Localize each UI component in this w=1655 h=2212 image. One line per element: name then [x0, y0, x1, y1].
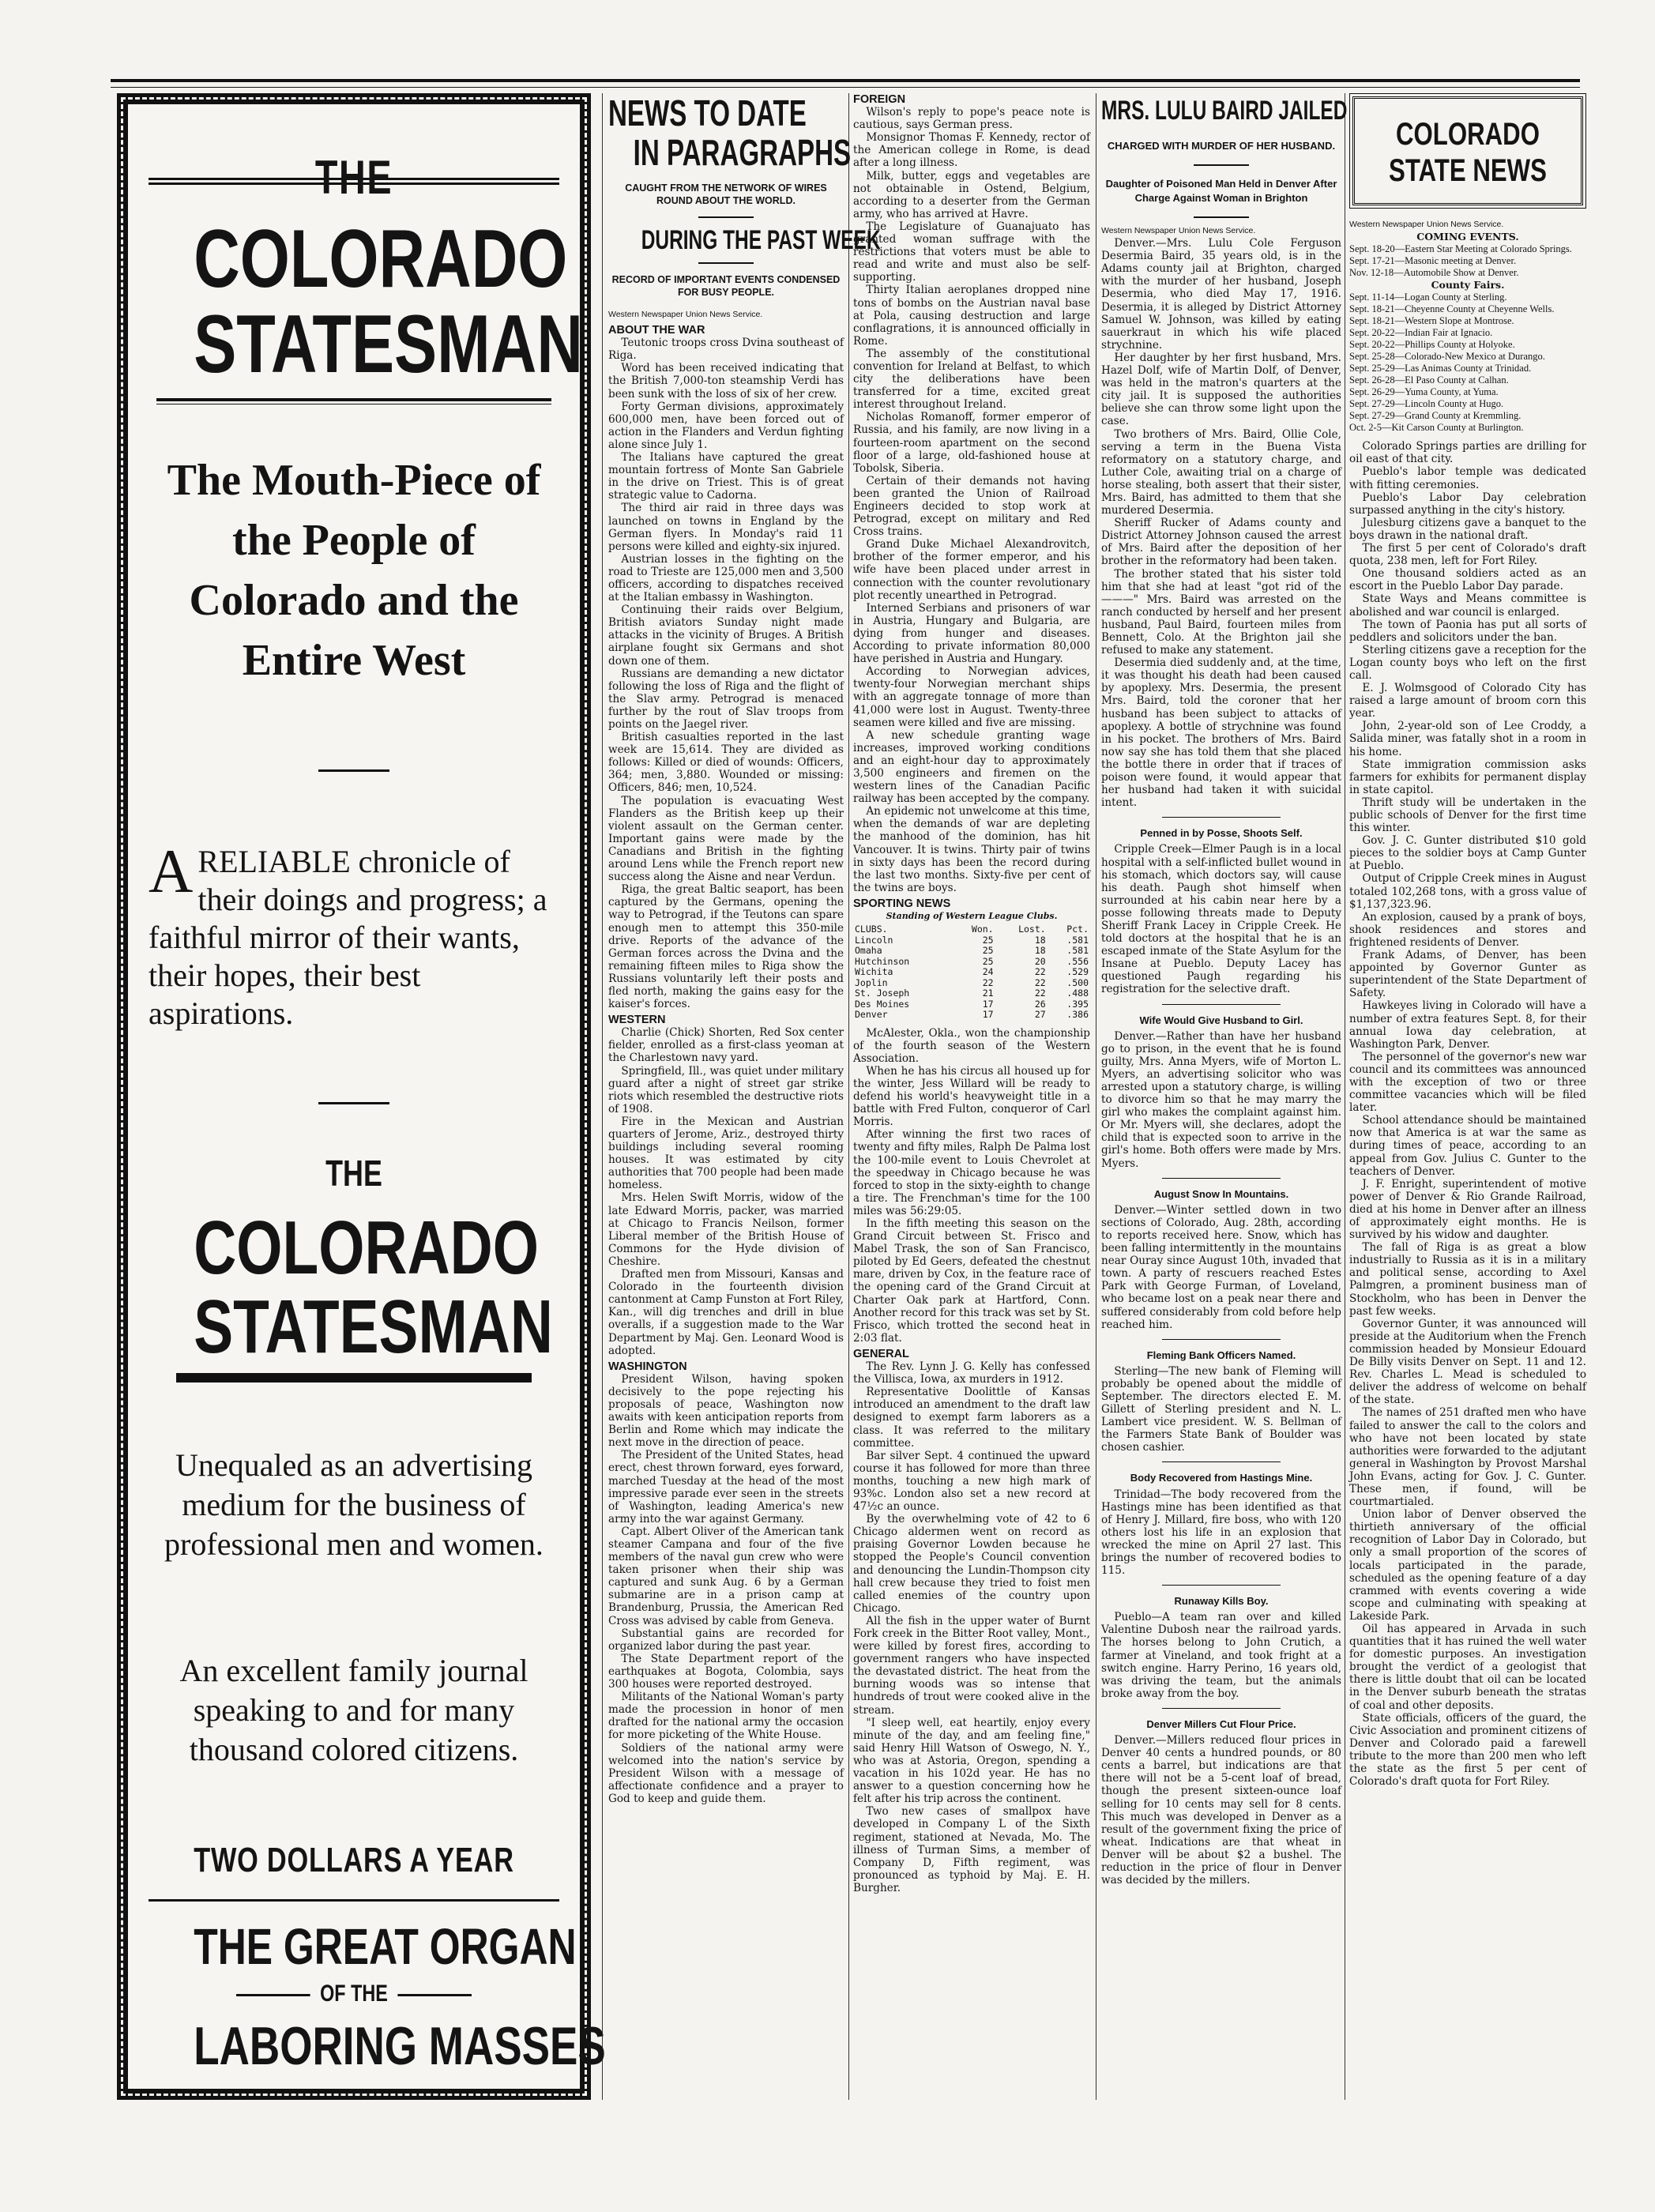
top-rule	[111, 79, 1580, 82]
paragraph: "I sleep well, eat heartily, enjoy every minute of the day, and am feeling fine," said Henry Hill Watson of Oswego, N. Y., who was at Astoria, Oregon, spending a vacation in his 102d year. He has no answer to a question concerning how he felt after his trip across the continent.	[853, 1716, 1090, 1806]
war-paragraphs	[608, 337, 844, 1010]
subhead-wife: Wife Would Give Husband to Girl.	[1139, 1014, 1303, 1026]
paragraph: In the fifth meeting this season on the Grand Circuit between St. Frisco and Mabel Trask, the son of San Francisco, piloted by Ed Geers, defeated the chestnut mare, driven by Cox, in the feature race of the opening card of the Grand Circuit at Charter Oak park at Hartford, Conn. Another record for this track was set by St. Frisco, which trotted the second heat in 2:03 flat.	[853, 1217, 1090, 1345]
standings-row	[853, 946, 1090, 957]
paragraph: When he has his circus all housed up for the winter, Jess Willard will be ready to defend his world's heavyweight title in a battle with Fred Fulton, conqueror of Carl Morris.	[853, 1064, 1090, 1129]
event-item: Nov. 12-18—Automobile Show at Denver.	[1349, 267, 1519, 279]
ad-colorado-mid: COLORADO	[194, 1206, 539, 1290]
standings-cell: 22	[1034, 966, 1046, 978]
paragraph: After winning the first two races of twenty and fifty miles, Ralph De Palma lost the 100-mile event to Louis Chevrolet at the speedway in Chicago because he was forced to stop in the sixty-eighth to change a tire. The Frenchman's time for the 100 miles was 56:29:05.	[853, 1128, 1090, 1217]
paragraph: Sheriff Rucker of Adams county and District Attorney Johnson caused the arrest of Mrs. Baird after the deposition of her brother in the reformatory had been taken.	[1101, 517, 1341, 568]
deck-rule	[1194, 216, 1249, 218]
penned-story	[1101, 843, 1341, 995]
standings-cell: Wichita	[855, 966, 893, 978]
paragraph: School attendance should be maintained now that America is at war the same as during times of peace, according to an appeal from Gov. Julius C. Gunter to the teachers of Denver.	[1349, 1114, 1586, 1178]
standings-cell: Hutchinson	[855, 955, 910, 967]
news-headline-3: DURING THE PAST WEEK	[641, 225, 881, 255]
paragraph: British casualties reported in the last week are 15,614. They are divided as follows: Killed or died of wounds: Officers, 364; men, 3,880. Wounded or missing: Officers, 846; men, 10,524.	[608, 731, 844, 795]
deck-rule	[698, 216, 754, 218]
paragraph: Two brothers of Mrs. Baird, Ollie Cole, serving a term in the Buena Vista reformatory on a statutory charge, and Luther Cole, awaiting trial on a charge of horse stealing, both assert that their sister, Mrs. Baird, has admitted to them that she murdered Desermia.	[1101, 427, 1341, 517]
ad-the-top: THE	[314, 151, 393, 204]
standings-cell: St. Joseph	[855, 988, 910, 999]
standings-row	[853, 957, 1090, 968]
standings-cell: 18	[1034, 934, 1046, 946]
paragraph: Substantial gains are recorded for organized labor during the past year.	[608, 1627, 844, 1653]
standings-row	[853, 967, 1090, 978]
sub-rule	[1162, 1178, 1281, 1179]
column-rule	[848, 93, 849, 2100]
ad-sep-rule	[149, 1899, 559, 1902]
ad-price: TWO DOLLARS A YEAR	[194, 1841, 514, 1879]
ad-short-rule	[318, 769, 389, 772]
paragraph: Mrs. Helen Swift Morris, widow of the late Edward Morris, packer, was married at Chicago to Francis Neilson, former Liberal member of the British House of Commons for the Hyde division of Cheshire.	[608, 1191, 844, 1268]
paragraph: Sterling—The new bank of Fleming will probably be opened about the middle of September. The directors elected E. M. Gillett of Sterling president and N. L. Lambert vice president. W. S. Bellman of the Farmers State Bank of Boulder was chosen cashier.	[1101, 1364, 1341, 1454]
event-item: Sept. 26-29—Yuma County, at Yuma.	[1349, 386, 1499, 398]
paragraph: The Legislature of Guanajuato has granted woman suffrage with the restrictions that voters must be able to read and write and must also be self-supporting.	[853, 220, 1090, 284]
paragraph: Drafted men from Missouri, Kansas and Colorado in the fourteenth division cantonment at Camp Funston at Fort Riley, Kan., will dig trenches and drill in blue overalls, if a suggestion made to the War Department by Maj. Gen. Leonard Wood is adopted.	[608, 1268, 844, 1357]
standings-cell: 20	[1034, 955, 1046, 967]
state-headline-2: STATE NEWS	[1389, 153, 1547, 188]
standings-cell: 22	[1034, 988, 1046, 999]
paragraph: Denver.—Winter settled down in two sections of Colorado, Aug. 28th, according to reports received here. Snow, which has been falling intermittently in the mountains near Ouray since August 10th, invaded that town. A party of rescuers reached Estes Park with George Furman, of Loveland, who became lost on a peak near there and suffered considerably from cold before help reached him.	[1101, 1203, 1341, 1331]
coming-events-title: COMING EVENTS.	[1416, 231, 1519, 243]
paragraph: J. F. Enright, superintendent of motive power of Denver & Rio Grande Railroad, died at his home in Denver after an illness of approximately eight months. He is survived by his widow and daughter.	[1349, 1177, 1586, 1242]
ad-short-rule	[318, 1102, 389, 1104]
event-item: Sept. 18-21—Western Slope at Montrose.	[1349, 315, 1514, 327]
sub-rule	[1162, 1585, 1281, 1586]
sub-rule	[1162, 1708, 1281, 1709]
deck-rule	[698, 262, 754, 264]
standings-row	[853, 978, 1090, 989]
baird-byline: Western Newspaper Union News Service.	[1101, 226, 1256, 235]
standings-row	[853, 999, 1090, 1010]
ad-of-the: OF THE	[194, 1981, 514, 2007]
paragraph: All the fish in the upper water of Burnt Fork creek in the Bitter Root valley, Mont., were killed by forest fires, according to government rangers who have inspected the devastated district. The heat from the burning woods was so intense that hundreds of trout were cooked alive in the stream.	[853, 1614, 1090, 1717]
standings-cell: 24	[982, 966, 994, 978]
subhead-penned: Penned in by Posse, Shoots Self.	[1140, 827, 1303, 840]
ad-colorado-top: COLORADO	[194, 213, 568, 305]
paragraph: The assembly of the constitutional convention for Ireland at Belfast, to which city the deliberations have been transferred for a time, excited great interest throughout Ireland.	[853, 347, 1090, 412]
paragraph: Teutonic troops cross Dvina southeast of Riga.	[608, 337, 844, 363]
event-item: Sept. 11-14—Logan County at Sterling.	[1349, 292, 1507, 303]
standings-cell: .500	[1066, 976, 1089, 988]
paragraph: Forty German divisions, approximately 600,000 men, have been forced out of action in the Flanders and Verdun fighting alone since July 1.	[608, 400, 844, 451]
paragraph: The third air raid in three days was launched on towns in England by the German flyers. In Monday's raid 11 persons were killed and eighty-six injured.	[608, 502, 844, 553]
paragraph: One thousand soldiers acted as an escort in the Pueblo Labor Day parade.	[1349, 567, 1586, 593]
ad-mouthpiece: The Mouth-Piece of the People of Colorado and the Entire West	[167, 456, 541, 685]
standings-cell: .581	[1066, 945, 1089, 957]
state-headline-1: COLORADO	[1395, 117, 1540, 152]
paragraph: Denver.—Rather than have her husband go to prison, in the event that he is found guilty, Mrs. Anna Myers, wife of Morton L. Myers, an advertising solicitor who was arrested upon a statutory charge, is willing to divorce him so that he may marry the girl who makes the complaint against him. Or Mr. Myers will, she declares, adopt the child that is expected soon to arrive in the girl's home. Both offers were made by Mrs. Myers.	[1101, 1029, 1341, 1170]
runaway-story	[1101, 1611, 1341, 1700]
ad-great-organ: THE GREAT ORGAN	[194, 1918, 577, 1975]
standings-title: Standing of Western League Clubs.	[886, 911, 1058, 921]
standings-header: Won.	[971, 924, 994, 935]
paragraph: Governor Gunter, it was announced will preside at the Auditorium when the French commission headed by Monsieur Edouard De Billy visits Denver on Sept. 11 and 12. Rev. Charles L. Mead is scheduled to deliver the address of welcome on behalf of the state.	[1349, 1317, 1586, 1407]
ad-laboring-masses: LABORING MASSES	[194, 2016, 606, 2076]
paragraph: Oil has appeared in Arvada in such quantities that it has ruined the well water for domestic purposes. An investigation brought the verdict of a geologist that there is little doubt that oil can be located in the Denver suburb beneath the stratas of coal and other deposits.	[1349, 1623, 1586, 1712]
paragraph: An explosion, caused by a prank of boys, shook residences and stores and frightened residents of Denver.	[1349, 910, 1586, 949]
paragraph: E. J. Wolmsgood of Colorado City has raised a large amount of broom corn this year.	[1349, 682, 1586, 720]
baird-story	[1101, 237, 1341, 809]
sporting-paragraphs	[853, 1027, 1090, 1345]
paragraph: Capt. Albert Oliver of the American tank steamer Campana and four of the five members of the naval gun crew who were taken prisoner when their ship was captured and sunk Aug. 6 by a German submarine are in a prison camp at Brandenburg, Prussia, the American Red Cross was advised by cable from Geneva.	[608, 1525, 844, 1627]
paragraph: State Ways and Means committee is abolished and war council is enlarged.	[1349, 592, 1586, 619]
subhead-flour: Denver Millers Cut Flour Price.	[1146, 1717, 1296, 1730]
ad-bold-rule	[176, 1373, 532, 1382]
snow-story	[1101, 1204, 1341, 1331]
paragraph: Russians are demanding a new dictator following the loss of Riga and the flight of the Slav army. Petrograd is menaced further by the rout of Slav troops from points on the Jaegel river.	[608, 667, 844, 731]
standings-cell: .556	[1066, 955, 1089, 967]
event-item: Sept. 27-29—Grand County at Kremmling.	[1349, 410, 1521, 422]
paragraph: The Italians have captured the great mountain fortress of Monte San Gabriele in the drive on Triest. This is of great strategic value to Cadorna.	[608, 451, 844, 502]
standings-header: Lost.	[1018, 924, 1046, 935]
wife-story	[1101, 1030, 1341, 1170]
paragraph: Pueblo's labor temple was dedicated with fitting ceremonies.	[1349, 465, 1586, 491]
paragraph: Grand Duke Michael Alexandrovitch, brother of the former emperor, and his wife have been placed under arrest in connection with the counter revolutionary plot recently unearthed in Petrograd.	[853, 538, 1090, 602]
paragraph: Gov. J. C. Gunter distributed $10 gold pieces to the soldier boys at Camp Gunter at Pueblo.	[1349, 834, 1586, 873]
paragraph: Continuing their raids over Belgium, British aviators Sunday night made attacks in the vicinity of Bruges. A British airplane fought six Germans and shot down one of them.	[608, 604, 844, 668]
coming-events-list	[1349, 243, 1586, 279]
paragraph: Certain of their demands not having been granted the Union of Railroad Engineers decided to stop work at Petrograd, except on military and Red Cross trains.	[853, 474, 1090, 539]
paragraph: Frank Adams, of Denver, has been appointed by Governor Gunter as superintendent of the State Department of Safety.	[1349, 949, 1586, 1000]
event-item: Sept. 18-21—Cheyenne County at Cheyenne Wells.	[1349, 303, 1555, 315]
paragraph: Output of Cripple Creek mines in August totaled 102,268 tons, with a gross value of $1,137,323.96.	[1349, 872, 1586, 911]
paragraph: Nicholas Romanoff, former emperor of Russia, and his family, are now living in a fourteen-room apartment on the second floor of a large, old-fashioned house at Tobolsk, Siberia.	[853, 411, 1090, 475]
event-item: Sept. 26-28—El Paso County at Calhan.	[1349, 374, 1509, 386]
paragraph: State officials, officers of the guard, the Civic Association and prominent citizens of Denver and Colorado paid a farewell tribute to the more than 200 men who left the state as the first 5 per cent of Colorado's draft quota for Fort Riley.	[1349, 1711, 1586, 1789]
section-sporting-news: SPORTING NEWS	[853, 897, 951, 910]
paragraph: Sterling citizens gave a reception for the Logan county boys who left on the first call.	[1349, 643, 1586, 682]
standings-cell: 25	[982, 955, 994, 967]
paragraph: Pueblo—A team ran over and killed Valentine Dubosh near the railroad yards. The horses belong to John Crutich, a farmer at Vineland, and took fright at a switch engine. Harry Perino, 16 years old, was driving the team, but the animals broke away from the boy.	[1101, 1611, 1341, 1700]
standings-header: Pct.	[1066, 924, 1089, 935]
standings-cell: .581	[1066, 934, 1089, 946]
section-washington: WASHINGTON	[608, 1360, 687, 1373]
standings-cell: 27	[1034, 1009, 1046, 1021]
section-western: WESTERN	[608, 1014, 666, 1027]
paragraph: Julesburg citizens gave a banquet to the boys drawn in the national draft.	[1349, 516, 1586, 542]
bank-story	[1101, 1365, 1341, 1454]
column-rule	[602, 93, 603, 2100]
standings-header-row	[853, 924, 1090, 935]
paragraph: Monsignor Thomas F. Kennedy, rector of the American college in Rome, is dead after a long illness.	[853, 131, 1090, 170]
subhead-snow: August Snow In Mountains.	[1153, 1187, 1289, 1200]
event-item: Sept. 25-29—Las Animas County at Trinidad.	[1349, 363, 1532, 374]
paragraph: By the overwhelming vote of 42 to 6 Chicago aldermen went on record as praising Governor Lowden because he stopped the People's Council convention and denouncing the Lundin-Thompson city hall crew because they tried to foist men called enemies of the country upon Chicago.	[853, 1513, 1090, 1615]
paragraph: The personnel of the governor's new war council and its committees was announced with the exception of two or three committee vacancies which will be filed later.	[1349, 1050, 1586, 1115]
paragraph: Interned Serbians and prisoners of war in Austria, Hungary and Bulgaria, are dying from hunger and diseases. According to private information 80,000 have perished in Austria and Hungary.	[853, 601, 1090, 666]
paragraph: According to Norwegian advices, twenty-four Norwegian merchant ships with an aggregate tonnage of more than 41,000 were lost in August. Twenty-three seamen were killed and five are missing.	[853, 665, 1090, 729]
paragraph: Wilson's reply to pope's peace note is cautious, says German press.	[853, 106, 1090, 132]
ad-unequaled: Unequaled as an advertising medium for the business of professional men and women.	[164, 1447, 544, 1562]
baird-headline: MRS. LULU BAIRD JAILED	[1101, 96, 1348, 126]
paragraph: The fall of Riga is as great a blow industrially to Russia as it is in a military and political sense, according to Axel Palmgren, a prominent business man of Stockholm, who has been in Denver the past few weeks.	[1349, 1241, 1586, 1318]
paragraph: Hawkeyes living in Colorado will have a number of extra features Sept. 8, for their annual Iowa day celebration, at Washington Park, Denver.	[1349, 999, 1586, 1051]
paragraph: The State Department report of the earthquakes at Bogota, Colombia, says 300 houses were reported destroyed.	[608, 1652, 844, 1691]
baird-column	[1101, 93, 1348, 1887]
paragraph: Springfield, Ill., was quiet under military guard after a night of street gar strike riots which resembled the destructive riots of 1908.	[608, 1064, 844, 1115]
standings-cell: .529	[1066, 966, 1089, 978]
event-item: Oct. 2-5—Kit Carson County at Burlington.	[1349, 422, 1524, 434]
paragraph: Milk, butter, eggs and vegetables are not obtainable in Ostend, Belgium, according to a deserter from the German army, who has arrived at Havre.	[853, 169, 1090, 220]
washington-paragraphs	[608, 1373, 844, 1805]
paragraph: Bar silver Sept. 4 continued the upward course it has followed for more than three months, touching a new high mark of 93%c. London also set a new record at 47½c an ounce.	[853, 1449, 1090, 1514]
paragraph: Desermia died suddenly and, at the time, it was thought his death had been caused by apoplexy. Mrs. Desermia, the present Mrs. Baird, told the coroner that her husband has been subject to attacks of apoplexy. A bottle of strychnine was found in his pocket. The brothers of Mrs. Baird now say she has told them that she placed the bottle there in order that if traces of poison were found, it would appear that her husband had taken it with suicidal intent.	[1101, 656, 1341, 810]
subhead-bank: Fleming Bank Officers Named.	[1146, 1349, 1296, 1361]
sub-rule	[1162, 817, 1281, 818]
baird-deck-1: CHARGED WITH MURDER OF HER HUSBAND.	[1107, 140, 1336, 152]
paragraph: Her daughter by her first husband, Mrs. Hazel Dolf, wife of Martin Dolf, of Denver, was held in the matron's quarters at the city jail. It is supposed the authorities believe she can throw some light upon the case.	[1101, 351, 1341, 428]
sub-rule	[1162, 1004, 1281, 1005]
standings-cell: .386	[1066, 1009, 1089, 1021]
paragraph: John, 2-year-old son of Lee Croddy, a Salida miner, was fatally shot in a room in his home.	[1349, 720, 1586, 758]
standings-cell: Omaha	[855, 945, 882, 957]
news-byline: Western Newspaper Union News Service.	[608, 310, 763, 319]
standings-cell: 26	[1034, 998, 1046, 1010]
ad-reliable-text	[149, 837, 559, 1033]
paragraph: Thrift study will be undertaken in the public schools of Denver for the first time this winter.	[1349, 796, 1586, 835]
standings-cell: Lincoln	[855, 934, 893, 946]
event-item: Sept. 25-28—Colorado-New Mexico at Durango.	[1349, 351, 1545, 363]
standings-cell: 25	[982, 945, 994, 957]
ad-excellent: An excellent family journal speaking to and for many thousand colored citizens.	[179, 1653, 528, 1767]
paragraph: State immigration commission asks farmers for exhibits for permanent display in state capitol.	[1349, 758, 1586, 796]
paragraph: Colorado Springs parties are drilling for oil east of that city.	[1349, 440, 1586, 466]
western-paragraphs	[608, 1026, 844, 1356]
county-fairs-list	[1349, 292, 1586, 434]
news-headline-1: NEWS TO DATE	[608, 92, 807, 134]
county-fairs-title: County Fairs.	[1431, 279, 1505, 292]
mine-story	[1101, 1488, 1341, 1578]
standings-header: CLUBS.	[855, 924, 888, 935]
standings-cell: .488	[1066, 988, 1089, 999]
section-about-the-war: ABOUT THE WAR	[608, 324, 705, 337]
standings-row	[853, 988, 1090, 999]
standings-cell: Joplin	[855, 976, 888, 988]
standings-cell: 18	[1034, 945, 1046, 957]
standings-cell: 22	[1034, 976, 1046, 988]
paragraph: President Wilson, having spoken decisively to the pope rejecting his proposals of peace, Washington now awaits with keen anticipation reports from Berlin and Rome which may indicate the next move in the direction of peace.	[608, 1372, 844, 1450]
paragraph: Word has been received indicating that the British 7,000-ton steamship Verdi has been sunk with the loss of six of her crew.	[608, 362, 844, 401]
state-news-column	[1349, 93, 1586, 1788]
paragraph: Union labor of Denver observed the thirtieth anniversary of the official recognition of Labor Day in Colorado, but only a small proportion of the scores of locals participated in the parade, scheduled as the opening feature of a day crammed with events covering a wide scope and culminating with speaking at Lakeside Park.	[1349, 1508, 1586, 1623]
standings-cell: 21	[982, 988, 994, 999]
standings-cell: 25	[982, 934, 994, 946]
flour-story	[1101, 1734, 1341, 1887]
standings-cell: 22	[982, 976, 994, 988]
paragraph: The population is evacuating West Flanders as the British keep up their violent assault on the German center. Important gains were made by the Canadians and British in the fighting around Lens while the French report new success along the Aisne and near Verdun.	[608, 794, 844, 884]
standings-table	[853, 924, 1090, 1021]
standings-cell: 17	[982, 998, 994, 1010]
paragraph: The names of 251 drafted men who have failed to answer the call to the colors and who have not been located by state authorities were forwarded to the adjutant general in Washington by Provost Marshal John Evans, acting for Gov. J. C. Gunter. These men, if found, will be courtmartialed.	[1349, 1406, 1586, 1509]
ad-the-mid: THE	[325, 1153, 382, 1194]
standings-row	[853, 935, 1090, 946]
paragraph: Pueblo's Labor Day celebration surpassed anything in the city's history.	[1349, 491, 1586, 517]
paragraph: McAlester, Okla., won the championship of the fourth season of the Western Association.	[853, 1026, 1090, 1065]
deck-rule	[1194, 164, 1249, 166]
paragraph: Thirty Italian aeroplanes dropped nine tons of bombs on the Austrian naval base at Pola, causing destruction and large conflagrations, it is announced officially in Rome.	[853, 284, 1090, 348]
section-foreign: FOREIGN	[853, 93, 906, 106]
paragraph: Militants of the National Woman's party made the procession in honor of men drafted for the national army the occasion for more picketing of the White House.	[608, 1691, 844, 1742]
standings-row	[853, 1010, 1090, 1021]
paragraph: Charlie (Chick) Shorten, Red Sox center fielder, enrolled as a first-class yeoman at the Charlestown navy yard.	[608, 1026, 844, 1065]
state-byline: Western Newspaper Union News Service.	[1349, 220, 1504, 229]
paragraph: A new schedule granting wage increases, improved working conditions and an eight-hour day to approximately 3,500 engineers and firemen on the western lines of the Canadian Pacific railway has been accepted by the company.	[853, 728, 1090, 806]
standings-body	[853, 935, 1090, 1021]
news-deck-2: RECORD OF IMPORTANT EVENTS CONDENSED FOR BUSY PEOPLE.	[611, 274, 841, 298]
paragraph: Denver.—Millers reduced flour prices in Denver 40 cents a hundred pounds, or 80 cents a barrel, but indications are that there will not be a 5-cent loaf of bread, though the present sixteen-ounce loaf selling for 10 cents may sell for 8 cents. This much was developed in Denver as a result of the government fixing the price of wheat. Indications are that wheat in Denver will be about $2 a bushel. The reduction in the price of flour in Denver was decided by the millers.	[1101, 1734, 1341, 1887]
paragraph: Fire in the Mexican and Austrian quarters of Jerome, Ariz., destroyed thirty buildings including several rooming houses. It was estimated by city authorities that 700 people had been made homeless.	[608, 1115, 844, 1192]
event-item: Sept. 17-21—Masonic meeting at Denver.	[1349, 255, 1517, 267]
baird-deck-2: Daughter of Poisoned Man Held in Denver After Charge Against Woman in Brighton	[1105, 178, 1337, 204]
news-headline-2: IN PARAGRAPHS	[633, 132, 852, 173]
paragraph: The Rev. Lynn J. G. Kelly has confessed the Villisca, Iowa, ax murders in 1912.	[853, 1360, 1090, 1386]
state-news-masthead	[1352, 96, 1583, 205]
paragraph: The town of Paonia has put all sorts of peddlers and solicitors under the ban.	[1349, 618, 1586, 644]
event-item: Sept. 20-22—Phillips County at Holyoke.	[1349, 339, 1515, 351]
ad-statesman-mid: STATESMAN	[194, 1285, 554, 1369]
paragraph: Riga, the great Baltic seaport, has been captured by the Germans, opening the way to Petrograd, if the Teutons can spare enough men to attempt this 350-mile drive. Reports of the advance of the German forces across the Dvina and the remaining fifteen miles to Riga show the Russians voluntarily left their posts and fled north, making the gains easy for the kaiser's forces.	[608, 883, 844, 1011]
section-general: GENERAL	[853, 1347, 909, 1360]
ad-reliable-body: RELIABLE chronicle of their doings and progress; a faithful mirror of their wants, their hopes, their best aspirations.	[149, 844, 547, 1031]
paragraph: Cripple Creek—Elmer Paugh is in a local hospital with a self-inflicted bullet wound in his stomach, which doctors say, will cause his death. Paugh shot himself when surrounded at his cabin near here by a posse following threats made to Deputy Sheriff Frank Lacey in Cripple Creek. He told doctors at the hospital that he is an escaped inmate of the State Asylum for the Insane at Pueblo. Deputy Lacey has questioned Paugh regarding his registration for the selective draft.	[1101, 843, 1341, 996]
subhead-mine: Body Recovered from Hastings Mine.	[1130, 1472, 1313, 1484]
event-item: Sept. 27-29—Lincoln County at Hugo.	[1349, 398, 1504, 410]
paragraph: Soldiers of the national army were welcomed into the nation's service by President Wilson with a message of affectionate confidence and a prayer to God to keep and guide them.	[608, 1741, 844, 1805]
standings-cell: .395	[1066, 998, 1089, 1010]
statesman-advertisement	[117, 93, 606, 2100]
standings-cell: 17	[982, 1009, 994, 1021]
standings-cell: Des Moines	[855, 998, 910, 1010]
subhead-runaway: Runaway Kills Boy.	[1174, 1595, 1269, 1608]
sub-rule	[1162, 1339, 1281, 1340]
paragraph: The President of the United States, head erect, chest thrown forward, eyes forward, marched Tuesday at the head of the most impressive parade ever seen in the streets of Washington, leading America's new army into the war against Germany.	[608, 1449, 844, 1525]
paragraph: Representative Doolittle of Kansas introduced an amendment to the draft law designed to exempt farm laborers as a class. It was referred to the military committee.	[853, 1386, 1090, 1450]
ad-rule	[156, 398, 551, 404]
paragraph: An epidemic not unwelcome at this time, when the demands of war are depleting the manhood of the dominion, has hit Vancouver. It is twins. Thirty pair of twins in sixty days has been the record during the last two months. Sixty-five per cent of the twins are boys.	[853, 805, 1090, 894]
news-deck-1: CAUGHT FROM THE NETWORK OF WIRES ROUND ABOUT THE WORLD.	[625, 182, 827, 206]
paragraph: Austrian losses in the fighting on the road to Trieste are 125,000 men and 3,500 officers, according to dispatches received at the Italian embassy in Washington.	[608, 552, 844, 604]
ad-dropcap: A	[149, 837, 194, 905]
paragraph: The brother stated that his sister told him that she had at least "got rid of the ———" Mrs. Baird was arrested on the ranch conducted by herself and her present husband, Paul Baird, fourteen miles from Bennett, Colo. At the Brighton jail she refused to make any statement.	[1101, 567, 1341, 657]
state-items	[1349, 440, 1586, 1788]
general-paragraphs	[853, 1360, 1090, 1894]
event-item: Sept. 20-22—Indian Fair at Ignacio.	[1349, 327, 1493, 339]
paragraph: Denver.—Mrs. Lulu Cole Ferguson Desermia Baird, 35 years old, is in the Adams county jail at Brighton, charged with the murder of her husband, Joseph Desermia, who died May 17, 1916. Desermia, it is alleged by District Attorney Samuel W. Johnson, was killed by eating sauerkraut in which his wife placed strychnine.	[1101, 237, 1341, 352]
ad-statesman-top: STATESMAN	[194, 299, 583, 390]
paragraph: Trinidad—The body recovered from the Hastings mine has been identified as that of Henry J. Millard, fire boss, who with 120 others lost his life in an explosion that wrecked the mine on April 27 last. This brings the number of recovered bodies to 115.	[1101, 1488, 1341, 1578]
event-item: Sept. 18-20—Eastern Star Meeting at Colorado Springs.	[1349, 243, 1572, 255]
standings-cell: Denver	[855, 1009, 888, 1021]
top-rule-thin	[111, 87, 1580, 88]
foreign-column	[853, 93, 1090, 1894]
paragraph: The first 5 per cent of Colorado's draft quota, 238 men, left for Fort Riley.	[1349, 542, 1586, 568]
foreign-paragraphs	[853, 106, 1090, 894]
paragraph: Two new cases of smallpox have developed in Company L of the Sixth regiment, stationed at Nevada, Mo. The illness of Turman Sims, a member of Company D, Fifth regiment, was pronounced as typhoid by Maj. E. H. Burgher.	[853, 1805, 1090, 1894]
